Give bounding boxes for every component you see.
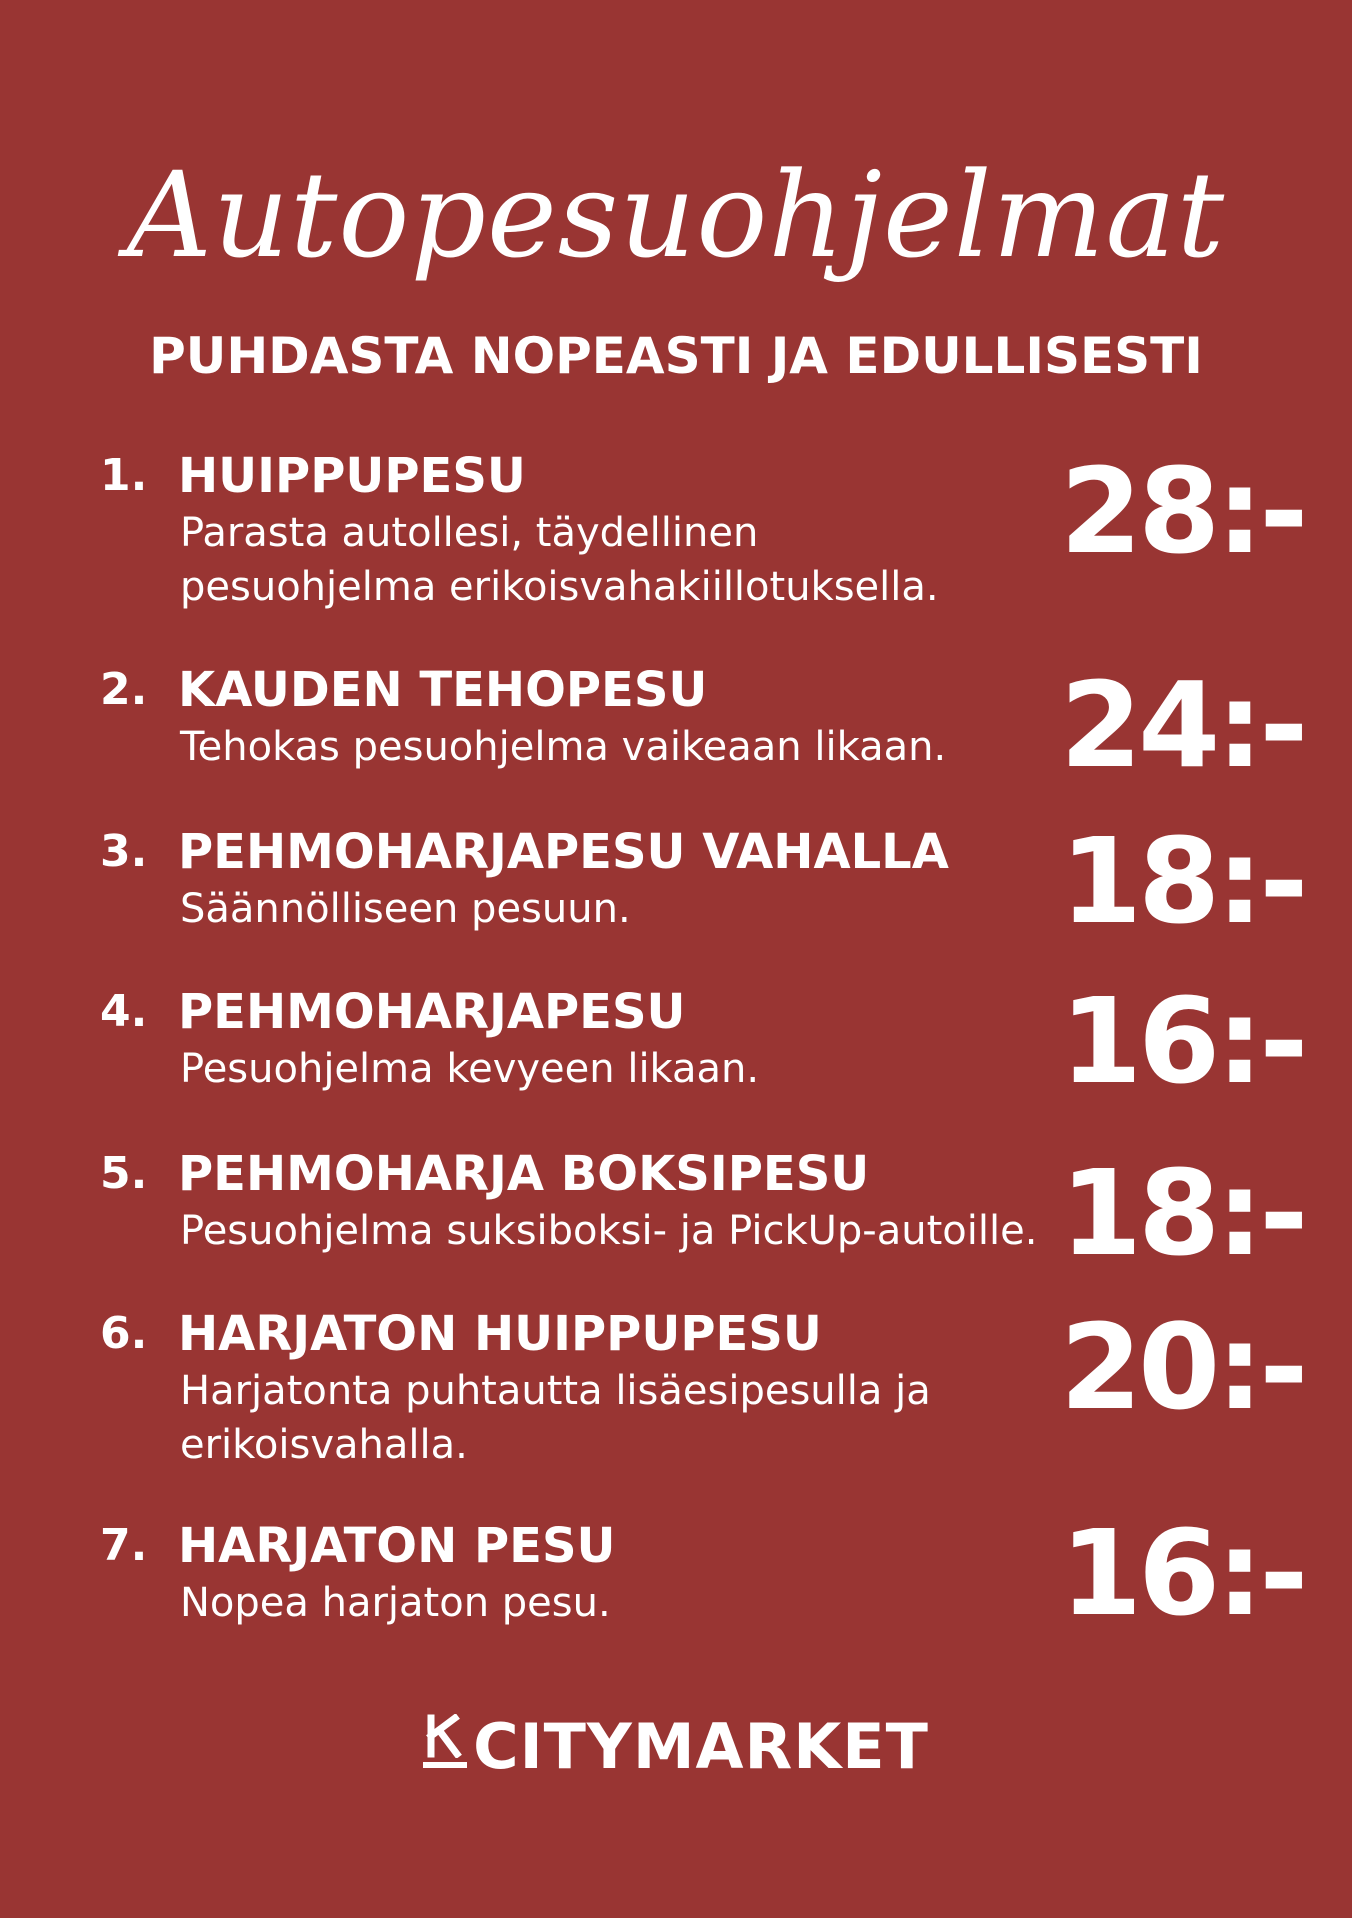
citymarket-logo [0, 1712, 1352, 1782]
item-description-line: Nopea harjaton pesu. [180, 1580, 611, 1626]
item-number: 6. [100, 1308, 148, 1359]
item-description-line: pesuohjelma erikoisvahakiillotuksella. [180, 564, 939, 610]
item-number: 7. [100, 1520, 148, 1571]
item-description [180, 720, 1080, 774]
item-price: 18:- [1060, 1144, 1305, 1282]
item-number: 4. [100, 986, 148, 1037]
item-price: 20:- [1060, 1298, 1305, 1436]
item-price: 28:- [1060, 442, 1305, 580]
item-price: 16:- [1060, 1504, 1305, 1642]
item-number: 1. [100, 450, 148, 501]
item-name: PEHMOHARJAPESU [178, 984, 686, 1040]
item-number: 3. [100, 826, 148, 877]
item-description [180, 1364, 1080, 1472]
item-name: KAUDEN TEHOPESU [178, 662, 708, 718]
item-description [180, 882, 1080, 936]
item-price: 18:- [1060, 812, 1305, 950]
brand-name: CITYMARKET [473, 1710, 929, 1783]
item-description-line: Pesuohjelma kevyeen likaan. [180, 1046, 760, 1092]
item-description-line: erikoisvahalla. [180, 1422, 468, 1468]
page-subtitle: PUHDASTA NOPEASTI JA EDULLISESTI [149, 327, 1203, 385]
item-name: HUIPPUPESU [178, 448, 526, 504]
item-number: 5. [100, 1148, 148, 1199]
item-name: HARJATON PESU [178, 1518, 616, 1574]
item-name: PEHMOHARJA BOKSIPESU [178, 1146, 870, 1202]
item-description [180, 1042, 1080, 1096]
item-description [180, 1576, 1080, 1630]
item-description [180, 506, 1080, 614]
item-description-line: Tehokas pesuohjelma vaikeaan likaan. [180, 724, 947, 770]
item-name: PEHMOHARJAPESU VAHALLA [178, 824, 949, 880]
page-title: Autopesuohjelmat [126, 146, 1226, 284]
item-description-line: Säännölliseen pesuun. [180, 886, 631, 932]
item-number: 2. [100, 664, 148, 715]
item-description-line: Harjatonta puhtautta lisäesipesulla ja [180, 1368, 931, 1414]
item-description-line: Parasta autollesi, täydellinen [180, 510, 759, 556]
item-name: HARJATON HUIPPUPESU [178, 1306, 822, 1362]
item-description-line: Pesuohjelma suksiboksi- ja PickUp-autoille. [180, 1208, 1038, 1254]
k-logo-icon [423, 1718, 467, 1768]
item-price: 16:- [1060, 972, 1305, 1110]
item-description [180, 1204, 1100, 1258]
item-price: 24:- [1060, 656, 1305, 794]
